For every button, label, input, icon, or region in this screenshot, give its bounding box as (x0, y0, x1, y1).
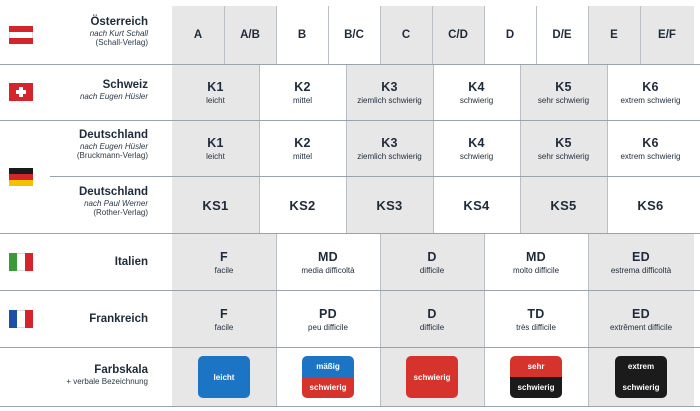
grade-cell: K1 leicht (172, 121, 259, 176)
country-name: Österreich (90, 16, 148, 28)
grade-cells (172, 6, 694, 64)
italy-flag-icon (9, 253, 33, 271)
grade-cell: KS6 (607, 177, 694, 233)
grade-cell: K2 mittel (259, 65, 346, 120)
grade-cell: E/F (640, 6, 694, 64)
grade-cells (172, 234, 694, 290)
grade-cell: MD molto difficile (484, 234, 588, 290)
colorscale-cells (172, 348, 694, 406)
grade-cell: K2 mittel (259, 121, 346, 176)
country-name: Italien (114, 256, 148, 268)
grade-cells (172, 65, 694, 120)
grade-cell: C/D (432, 6, 484, 64)
grade-cell: KS5 (520, 177, 607, 233)
source-author: nach Paul Werner (84, 199, 148, 209)
source-author: nach Eugen Hüsler (79, 142, 148, 152)
grade-cell: K6 extrem schwierig (607, 121, 694, 176)
grade-cell: K4 schwierig (433, 65, 520, 120)
row-italy (0, 234, 700, 290)
grade-cell: TD très difficile (484, 291, 588, 347)
difficulty-badge: leicht (198, 356, 250, 398)
grade-cells (172, 177, 694, 233)
row-germany-werner (0, 177, 700, 233)
grade-cell: D difficile (380, 234, 484, 290)
grade-cell: ED extrêment difficile (588, 291, 694, 347)
row-label (50, 16, 148, 48)
row-label (50, 256, 148, 269)
row-switzerland (0, 65, 700, 120)
source-author: nach Kurt Schall (89, 29, 148, 39)
row-austria (0, 6, 700, 64)
grade-cell: D (484, 6, 536, 64)
colorscale-subtitle: + verbale Bezeichnung (66, 377, 148, 387)
grade-cell: C (380, 6, 432, 64)
difficulty-badge: sehr schwierig (510, 356, 562, 398)
row-colorscale (0, 348, 700, 406)
row-label (50, 79, 148, 101)
source-publisher: (Bruckmann-Verlag) (76, 151, 148, 161)
country-name: Schweiz (102, 79, 148, 91)
grade-cell: D difficile (380, 291, 484, 347)
grade-cell: E (588, 6, 640, 64)
grade-cell: KS1 (172, 177, 259, 233)
source-publisher: (Schall-Verlag) (95, 38, 148, 48)
country-name: Deutschland (78, 129, 148, 141)
grade-cell: B/C (328, 6, 380, 64)
austria-flag-icon (9, 26, 33, 44)
france-flag-icon (9, 310, 33, 328)
row-france (0, 291, 700, 347)
difficulty-badge: mäßig schwierig (302, 356, 354, 398)
row-label (50, 186, 148, 218)
grade-cell: ED estrema difficoltà (588, 234, 694, 290)
source-author: nach Eugen Hüsler (79, 92, 148, 102)
grade-cells (172, 121, 694, 176)
row-label (50, 129, 148, 161)
grade-cells (172, 291, 694, 347)
grade-cell: D/E (536, 6, 588, 64)
grade-cell: MD media difficoltà (276, 234, 380, 290)
difficulty-badge: extrem schwierig (615, 356, 667, 398)
country-name: Deutschland (78, 186, 148, 198)
difficulty-badge: schwierig (406, 356, 458, 398)
row-label (50, 364, 148, 386)
grade-cell: K4 schwierig (433, 121, 520, 176)
grade-cell: K6 extrem schwierig (607, 65, 694, 120)
grade-cell: F facile (172, 291, 276, 347)
country-name: Frankreich (89, 313, 148, 325)
grade-cell: A/B (224, 6, 276, 64)
switzerland-flag-icon (9, 83, 33, 101)
grade-cell: K5 sehr schwierig (520, 65, 607, 120)
grade-cell: K5 sehr schwierig (520, 121, 607, 176)
row-germany-huesler (0, 121, 700, 176)
country-name: Farbskala (94, 364, 148, 376)
grade-cell: KS2 (259, 177, 346, 233)
grade-cell: F facile (172, 234, 276, 290)
grade-cell: K3 ziemlich schwierig (346, 65, 433, 120)
grade-cell: KS3 (346, 177, 433, 233)
row-label (50, 313, 148, 326)
grade-cell: K1 leicht (172, 65, 259, 120)
grade-cell: B (276, 6, 328, 64)
grade-cell: KS4 (433, 177, 520, 233)
grade-cell: A (172, 6, 224, 64)
grade-cell: K3 ziemlich schwierig (346, 121, 433, 176)
grade-cell: PD peu difficile (276, 291, 380, 347)
source-publisher: (Rother-Verlag) (93, 208, 148, 218)
